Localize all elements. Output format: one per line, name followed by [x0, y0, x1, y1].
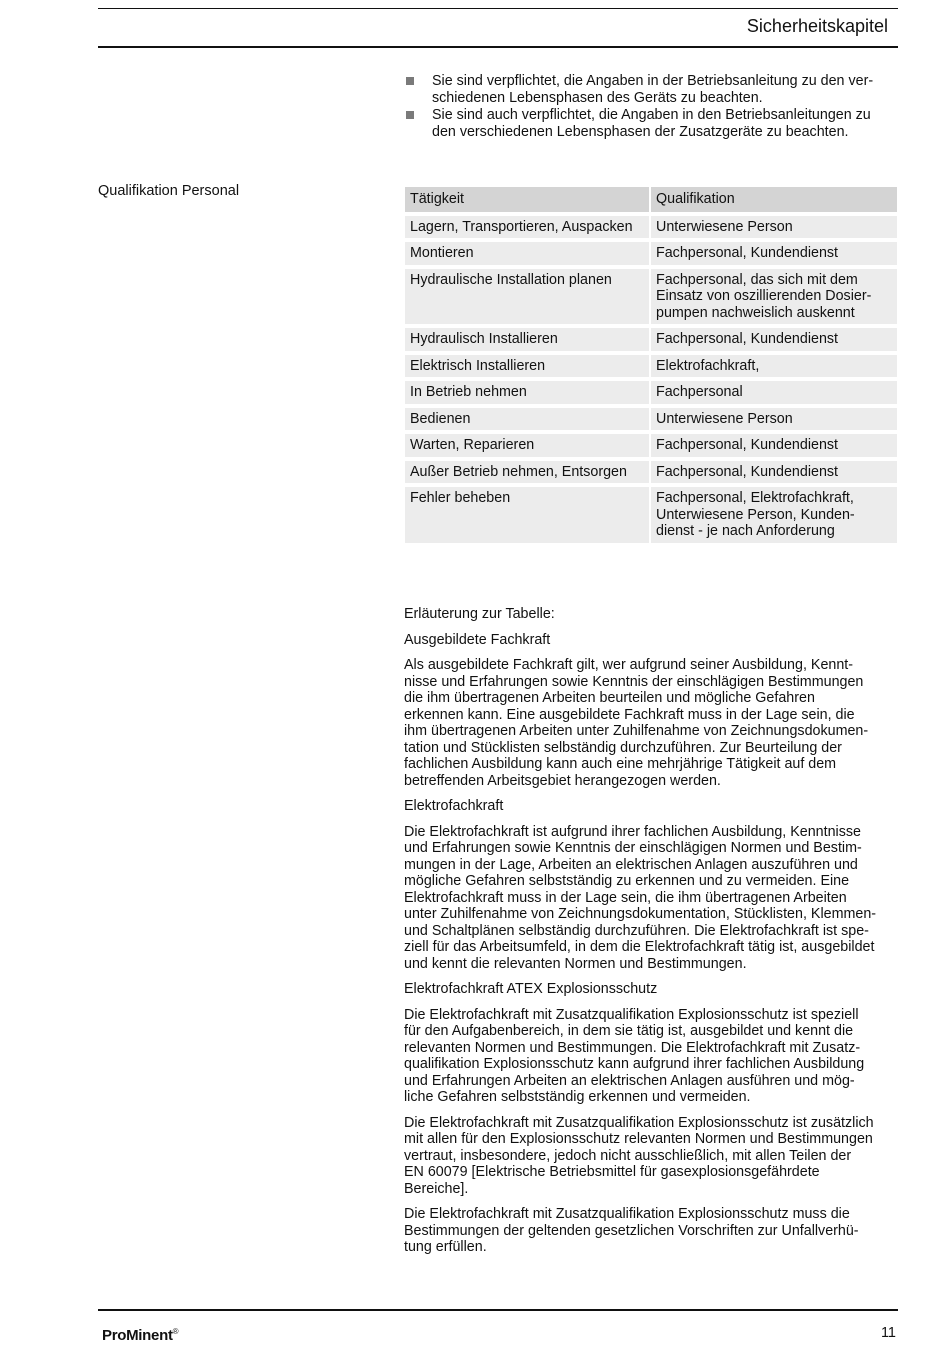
footer-rule: [98, 1309, 898, 1311]
section-label: Qualifikation Personal: [98, 183, 240, 199]
qualification-cell: Fachpersonal, Kundendienst: [651, 434, 897, 457]
table-row: [405, 434, 897, 457]
paragraph-atex-1: Die Elektrofachkraft mit Zusatzqualifikation Explosionsschutz ist speziell für den Aufgabenbereich, in dem sie tätig ist, ausgebildet und kennt die relevanten Normen und Bestimmungen. Die Elektrofachkraft mit Zusatz- qualifikation Explosionsschutz kann aufgrund ihrer fachlichen Ausbildung und Erfahrungen Arbeiten an elektrischen Anlagen ausführen und mög- liche Gefahren selbstständig erkennen und vermeiden.: [404, 1006, 865, 1105]
column-header-activity: Tätigkeit: [405, 187, 649, 212]
column-header-qualification: Qualifikation: [651, 187, 897, 212]
qualification-cell: Elektrofachkraft,: [651, 355, 897, 378]
logo-minent: Minent: [126, 1327, 173, 1344]
paragraph-atex-2: Die Elektrofachkraft mit Zusatzqualifikation Explosionsschutz ist zusätzlich mit allen für den Explosionsschutz relevanten Normen und Bestimmungen vertraut, insbesondere, jedoch nicht ausschließlich, mit allen Teilen der EN 60079 [Elektrische Betriebsmittel für gasexplosionsgefährdete Bereiche].: [404, 1114, 874, 1197]
paragraph-trained-specialist: Als ausgebildete Fachkraft gilt, wer aufgrund seiner Ausbildung, Kennt- nisse und Erfahrungen sowie Kenntnis der einschlägigen Bestimmungen die ihm übertragenen Arbeiten beurteilen und mögliche Gefahren erkennen kann. Eine ausgebildete Fachkraft muss in der Lage sein, die ihm übertragenen Arbeiten unter Zuhilfenahme von Zeichnungsdokumen- tation und Stücklisten selbständig durchzuführen. Zur Beurteilung der fachlichen Ausbildung kann auch eine mehrjährige Tätigkeit auf dem betreffenden Arbeitsgebiet herangezogen werden.: [404, 657, 869, 789]
heading-electrician: Elektrofachkraft: [404, 798, 504, 814]
heading-atex: Elektrofachkraft ATEX Explosionsschutz: [404, 981, 658, 997]
activity-cell: Fehler beheben: [405, 487, 649, 543]
chapter-title: Sicherheitskapitel: [746, 16, 888, 36]
explanation-title: Erläuterung zur Tabelle:: [404, 606, 555, 622]
qualification-cell: Unterwiesene Person: [651, 408, 897, 431]
header-rule-bottom: [98, 46, 898, 48]
table-header-row: [405, 187, 897, 212]
logo-registered-mark: ®: [172, 1327, 179, 1336]
table-row: [405, 216, 897, 239]
page-number: 11: [880, 1325, 896, 1341]
qualification-cell: Fachpersonal, Kundendienst: [651, 461, 897, 484]
activity-cell: Außer Betrieb nehmen, Entsorgen: [405, 461, 649, 484]
qualification-cell: Unterwiesene Person: [651, 216, 897, 239]
bullet-list: [404, 73, 898, 141]
heading-trained-specialist: Ausgebildete Fachkraft: [404, 631, 551, 648]
qualification-table: [403, 183, 899, 547]
bullet-text: Sie sind verpflichtet, die Angaben in der Betriebsanleitung zu den ver- schiedenen Lebensphasen des Geräts zu beachten.: [432, 73, 874, 106]
activity-cell: Elektrisch Installieren: [405, 355, 649, 378]
table-row: [405, 461, 897, 484]
bullet-text: Sie sind auch verpflichtet, die Angaben in den Betriebsanleitungen zu den verschiedenen Lebensphasen der Zusatzgeräte zu beachten.: [432, 107, 871, 140]
logo-pro: Pro: [102, 1327, 127, 1344]
list-item: [404, 73, 898, 106]
table-row: [405, 242, 897, 265]
qualification-cell: Fachpersonal: [651, 381, 897, 404]
activity-cell: Bedienen: [405, 408, 649, 431]
table-row: [405, 408, 897, 431]
activity-cell: In Betrieb nehmen: [405, 381, 649, 404]
activity-cell: Hydraulisch Installieren: [405, 328, 649, 351]
header-rule-top: [98, 8, 898, 9]
paragraph-electrician: Die Elektrofachkraft ist aufgrund ihrer fachlichen Ausbildung, Kenntnisse und Erfahrungen sowie Kenntnis der einschlägigen Normen und Bestim- mungen in der Lage, Arbeiten an elektrischen Anlagen auszuführen und mögliche Gefahren selbstständig zu erkennen und zu vermeiden. Eine Elektrofachkraft muss in der Lage sein, die ihm übertragenen Arbeiten unter Zuhilfenahme von Zeichnungsdokumentation, Stücklisten, Klemmen- und Schaltplänen selbständig durchzuführen. Die Elektrofachkraft ist spe- ziell für das Arbeitsumfeld, in dem die Elektrofachkraft tätig ist, ausgebildet und kennt die relevanten Normen und Bestimmungen.: [404, 823, 877, 972]
square-bullet-icon: [406, 111, 414, 119]
qualification-cell: Fachpersonal, Kundendienst: [651, 242, 897, 265]
activity-cell: Lagern, Transportieren, Auspacken: [405, 216, 649, 239]
qualification-cell: Fachpersonal, Elektrofachkraft, Unterwiesene Person, Kunden- dienst - je nach Anforderung: [651, 487, 897, 543]
table-row: [405, 269, 897, 325]
list-item: [404, 107, 898, 140]
qualification-cell: Fachpersonal, das sich mit dem Einsatz von oszillierenden Dosier- pumpen nachweislich auskennt: [651, 269, 897, 325]
prominent-logo: [102, 1327, 178, 1344]
table-row: [405, 355, 897, 378]
activity-cell: Montieren: [405, 242, 649, 265]
table-row: [405, 487, 897, 543]
table-row: [405, 381, 897, 404]
qualification-cell: Fachpersonal, Kundendienst: [651, 328, 897, 351]
square-bullet-icon: [406, 77, 414, 85]
explanation-section: [404, 606, 898, 1265]
table-row: [405, 328, 897, 351]
activity-cell: Warten, Reparieren: [405, 434, 649, 457]
activity-cell: Hydraulische Installation planen: [405, 269, 649, 325]
paragraph-atex-3: Die Elektrofachkraft mit Zusatzqualifikation Explosionsschutz muss die Bestimmungen der geltenden gesetzlichen Vorschriften zur Unfallverhü- tung erfüllen.: [404, 1206, 859, 1255]
